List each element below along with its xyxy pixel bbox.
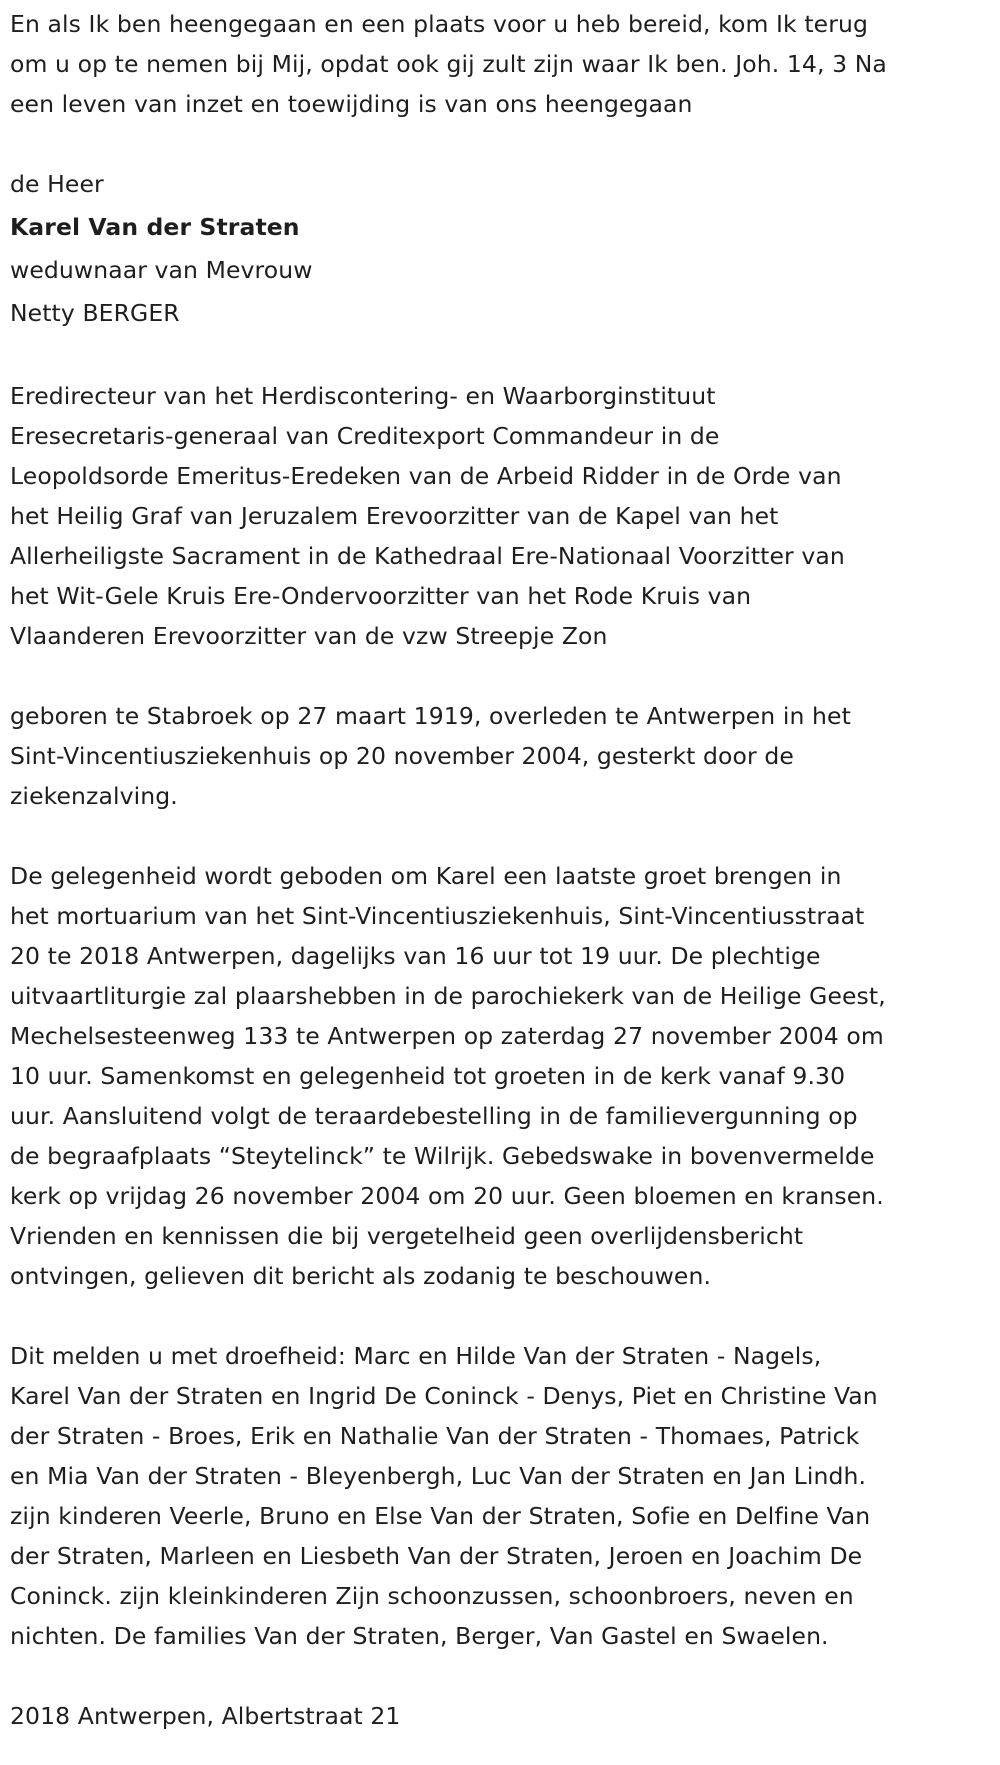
birth-death-paragraph bbox=[10, 696, 995, 816]
birth-death-line: geboren te Stabroek op 27 maart 1919, overleden te Antwerpen in het bbox=[10, 702, 851, 730]
scripture-line: een leven van inzet en toewijding is van ons heengegaan bbox=[10, 90, 693, 118]
spouse-name: Netty BERGER bbox=[10, 299, 180, 327]
family-line: Dit melden u met droefheid: Marc en Hilde Van der Straten - Nagels, bbox=[10, 1342, 822, 1370]
scripture-line: En als Ik ben heengegaan en een plaats voor u heb bereid, kom Ik terug bbox=[10, 10, 868, 38]
arrangements-line: 20 te 2018 Antwerpen, dagelijks van 16 uur tot 19 uur. De plechtige bbox=[10, 942, 821, 970]
arrangements-line: uur. Aansluitend volgt de teraardebestelling in de familievergunning op bbox=[10, 1102, 858, 1130]
arrangements-line: het mortuarium van het Sint-Vincentiusziekenhuis, Sint-Vincentiusstraat bbox=[10, 902, 865, 930]
paragraph-gap bbox=[10, 816, 995, 856]
birth-death-line: ziekenzalving. bbox=[10, 782, 178, 810]
paragraph-gap bbox=[10, 1296, 995, 1336]
birth-death-line: Sint-Vincentiusziekenhuis op 20 november 2004, gesterkt door de bbox=[10, 742, 794, 770]
titles-line: het Wit-Gele Kruis Ere-Ondervoorzitter van het Rode Kruis van bbox=[10, 582, 752, 610]
arrangements-line: Vrienden en kennissen die bij vergetelheid geen overlijdensbericht bbox=[10, 1222, 804, 1250]
honorific: de Heer bbox=[10, 170, 104, 198]
arrangements-line: de begraafplaats “Steytelinck” te Wilrijk. Gebedswake in bovenvermelde bbox=[10, 1142, 875, 1170]
arrangements-line: De gelegenheid wordt geboden om Karel een laatste groet brengen in bbox=[10, 862, 842, 890]
obituary-document bbox=[10, 4, 995, 1736]
titles-line: Eresecretaris-generaal van Creditexport Commandeur in de bbox=[10, 422, 720, 450]
scripture-paragraph bbox=[10, 4, 995, 124]
family-line: zijn kinderen Veerle, Bruno en Else Van der Straten, Sofie en Delfine Van bbox=[10, 1502, 871, 1530]
arrangements-line: 10 uur. Samenkomst en gelegenheid tot groeten in de kerk vanaf 9.30 bbox=[10, 1062, 846, 1090]
family-line: nichten. De families Van der Straten, Berger, Van Gastel en Swaelen. bbox=[10, 1622, 829, 1650]
family-line: der Straten, Marleen en Liesbeth Van der Straten, Jeroen en Joachim De bbox=[10, 1542, 863, 1570]
arrangements-line: Mechelsesteenweg 133 te Antwerpen op zaterdag 27 november 2004 om bbox=[10, 1022, 884, 1050]
titles-line: het Heilig Graf van Jeruzalem Erevoorzitter van de Kapel van het bbox=[10, 502, 779, 530]
arrangements-line: uitvaartliturgie zal plaarshebben in de parochiekerk van de Heilige Geest, bbox=[10, 982, 886, 1010]
family-paragraph bbox=[10, 1336, 995, 1656]
titles-line: Eredirecteur van het Herdiscontering- en Waarborginstituut bbox=[10, 382, 716, 410]
titles-line: Leopoldsorde Emeritus-Eredeken van de Arbeid Ridder in de Orde van bbox=[10, 462, 842, 490]
titles-paragraph bbox=[10, 376, 995, 656]
address: 2018 Antwerpen, Albertstraat 21 bbox=[10, 1702, 401, 1730]
arrangements-line: ontvingen, gelieven dit bericht als zodanig te beschouwen. bbox=[10, 1262, 712, 1290]
paragraph-gap bbox=[10, 124, 995, 164]
paragraph-gap bbox=[10, 656, 995, 696]
titles-line: Vlaanderen Erevoorzitter van de vzw Streepje Zon bbox=[10, 622, 608, 650]
paragraph-gap bbox=[10, 336, 995, 376]
scripture-line: om u op te nemen bij Mij, opdat ook gij zult zijn waar Ik ben. Joh. 14, 3 Na bbox=[10, 50, 887, 78]
arrangements-line: kerk op vrijdag 26 november 2004 om 20 uur. Geen bloemen en kransen. bbox=[10, 1182, 884, 1210]
deceased-block bbox=[10, 164, 995, 336]
family-line: Coninck. zijn kleinkinderen Zijn schoonzussen, schoonbroers, neven en bbox=[10, 1582, 854, 1610]
family-line: Karel Van der Straten en Ingrid De Coninck - Denys, Piet en Christine Van bbox=[10, 1382, 878, 1410]
paragraph-gap bbox=[10, 1656, 995, 1696]
deceased-name: Karel Van der Straten bbox=[10, 213, 300, 241]
widower-of: weduwnaar van Mevrouw bbox=[10, 256, 313, 284]
family-line: en Mia Van der Straten - Bleyenbergh, Luc Van der Straten en Jan Lindh. bbox=[10, 1462, 867, 1490]
family-line: der Straten - Broes, Erik en Nathalie Van der Straten - Thomaes, Patrick bbox=[10, 1422, 860, 1450]
titles-line: Allerheiligste Sacrament in de Kathedraal Ere-Nationaal Voorzitter van bbox=[10, 542, 845, 570]
arrangements-paragraph bbox=[10, 856, 995, 1296]
